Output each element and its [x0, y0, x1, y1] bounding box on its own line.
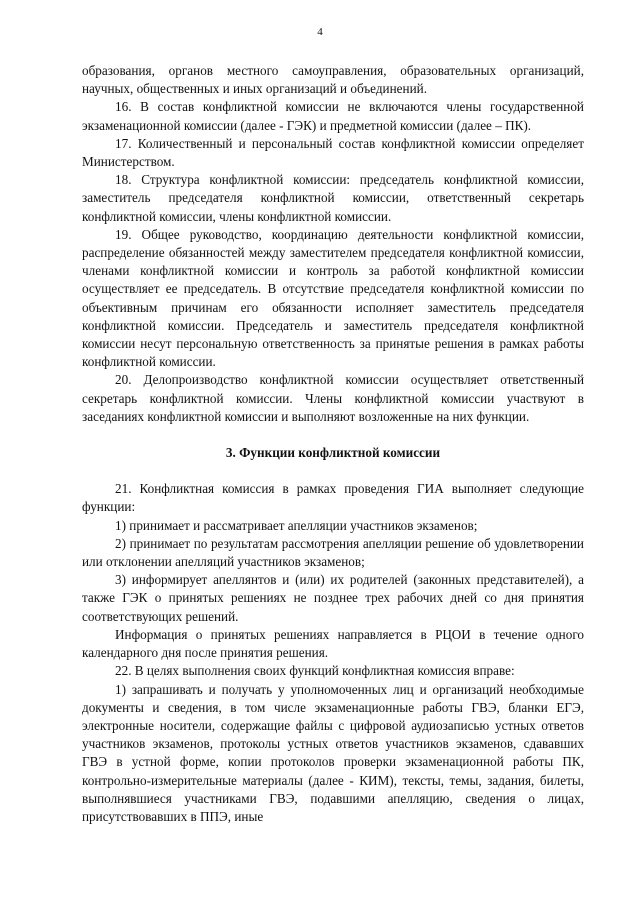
list-item-21-1: 1) принимает и рассматривает апелляции участников экзаменов; — [115, 517, 478, 533]
paragraph-18: 18. Структура конфликтной комиссии: председатель конфликтной комиссии, заместитель председателя конфликтной комиссии, ответственный секретарь конфликтной комиссии, члены конфликтной комиссии. — [82, 172, 584, 224]
paragraph-20: 20. Делопроизводство конфликтной комиссии осуществляет ответственный секретарь конфликтной комиссии. Члены конфликтной комиссии участвуют в заседаниях конфликтной комиссии и выполняют возложенные на них функции. — [82, 372, 584, 424]
paragraph-21: 21. Конфликтная комиссия в рамках проведения ГИА выполняет следующие функции: — [82, 481, 584, 515]
paragraph-17: 17. Количественный и персональный состав конфликтной комиссии определяет Министерством. — [82, 135, 584, 170]
paragraph-19: 19. Общее руководство, координацию деятельности конфликтной комиссии, распределение обязанностей между заместителем председателя конфликтной комиссии, членами конфликтной комиссии и контроль за работой конфликтной комиссии осуществляет ее председатель. В отсутствие председателя конфликтной комиссии по объективным причинам его обязанности исполняет заместитель председателя конфликтной комиссии. Председатель и заместитель председателя конфликтной комиссии несут персональную ответственность за принятые решения в рамках работы конфликтной комиссии. — [82, 226, 584, 370]
list-item-22-1: 1) запрашивать и получать у уполномоченных лиц и организаций необходимые документы и сведения, в том числе экзаменационные работы ГВЭ, бланки ЕГЭ, электронные носители, содержащие файлы с цифровой аудиозаписью устных ответов участников экзаменов, протоколы устных ответов участников экзаменов, сдававших ГВЭ в устной форме, копии протоколов проверки экзаменационной работы ПК, контрольно-измерительные материалы (далее - КИМ), тексты, темы, задания, билеты, выполнявшиеся участниками ГВЭ, подавшими апелляцию, сведения о лицах, присутствовавших в ППЭ, иные — [82, 681, 584, 824]
page-number: 4 — [317, 26, 323, 38]
paragraph-continuation: образования, органов местного самоуправления, образовательных организаций, научных, общественных и иных организаций и объединений. — [82, 63, 584, 97]
section-heading: 3. Функции конфликтной комиссии — [225, 445, 441, 461]
list-item-21-3: 3) информирует апеллянтов и (или) их родителей (законных представителей), а также ГЭК о принятых решениях не позднее трех рабочих дней со дня принятия соответствующих решений. — [82, 572, 584, 624]
paragraph-info: Информация о принятых решениях направляется в РЦОИ в течение одного календарного дня после принятия решения. — [82, 626, 584, 661]
paragraph-22: 22. В целях выполнения своих функций конфликтная комиссия вправе: — [115, 663, 515, 679]
document-body — [82, 62, 584, 826]
list-item-21-2: 2) принимает по результатам рассмотрения апелляции решение об удовлетворении или отклонении апелляций участников экзаменов; — [82, 535, 584, 570]
paragraph-16: 16. В состав конфликтной комиссии не включаются члены государственной экзаменационной комиссии (далее - ГЭК) и предметной комиссии (далее – ПК). — [82, 99, 584, 133]
